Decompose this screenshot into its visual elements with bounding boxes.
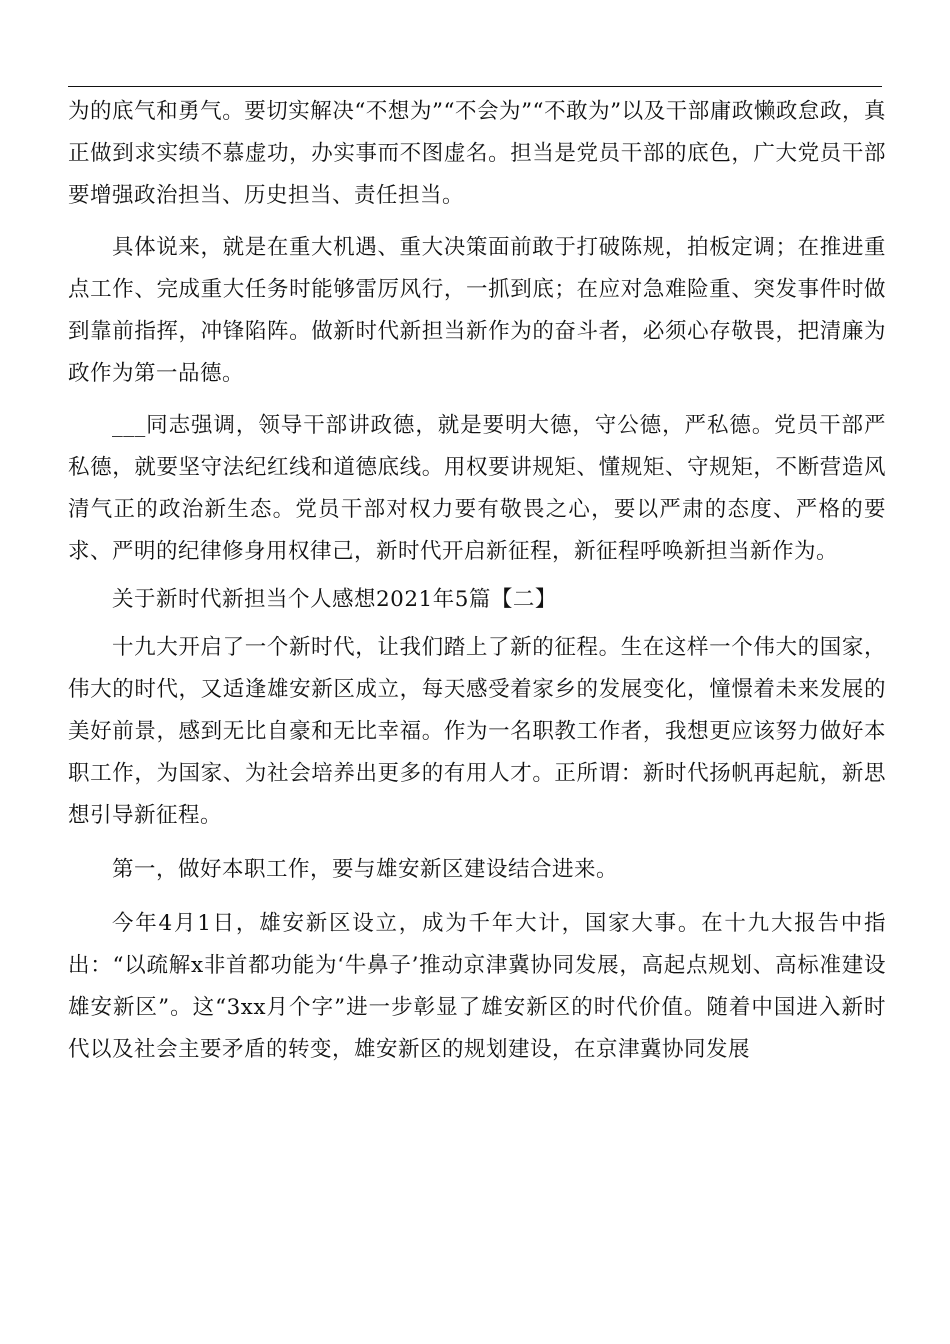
paragraph-first-point: 第一，做好本职工作，要与雄安新区建设结合进来。 bbox=[112, 857, 619, 882]
paragraph-specifics: 具体说来，就是在重大机遇、重大决策面前敢于打破陈规，拍板定调；在推进重点工作、完成重大任务时能够雷厉风行，一抓到底；在应对急难险重、突发事件时做到靠前指挥，冲锋陷阵。做新时代新担当新作为的奋斗者，必须心存敬畏，把清廉为政作为第一品德。 bbox=[68, 235, 886, 386]
section-heading: 关于新时代新担当个人感想2021年5篇【二】 bbox=[112, 587, 557, 612]
header-rule bbox=[68, 86, 882, 87]
document-body bbox=[68, 91, 886, 1071]
paragraph-political-ethics: ___同志强调，领导干部讲政德，就是要明大德，守公德，严私德。党员干部严私德，就要坚守法纪红线和道德底线。用权要讲规矩、懂规矩、守规矩，不断营造风清气正的政治新生态。党员干部对权力要有敬畏之心，要以严肃的态度、严格的要求、严明的纪律修身用权律己，新时代开启新征程，新征程呼唤新担当新作为。 bbox=[68, 413, 886, 564]
paragraph-continued: 为的底气和勇气。要切实解决“不想为”“不会为”“不敢为”以及干部庸政懒政怠政，真正做到求实绩不慕虚功，办实事而不图虚名。担当是党员干部的底色，广大党员干部要增强政治担当、历史担当、责任担当。 bbox=[68, 99, 886, 208]
paragraph-new-era: 十九大开启了一个新时代，让我们踏上了新的征程。生在这样一个伟大的国家，伟大的时代，又适逢雄安新区成立，每天感受着家乡的发展变化，憧憬着未来发展的美好前景，感到无比自豪和无比幸福。作为一名职教工作者，我想更应该努力做好本职工作，为国家、为社会培养出更多的有用人才。正所谓：新时代扬帆再起航，新思想引导新征程。 bbox=[68, 635, 886, 828]
paragraph-xiongan: 今年4月1日，雄安新区设立，成为千年大计，国家大事。在十九大报告中指出：“以疏解x非首都功能为‘牛鼻子’推动京津冀协同发展，高起点规划、高标准建设雄安新区”。这“3xx月个字”进一步彰显了雄安新区的时代价值。随着中国进入新时代以及社会主要矛盾的转变，雄安新区的规划建设，在京津冀协同发展 bbox=[68, 911, 886, 1062]
